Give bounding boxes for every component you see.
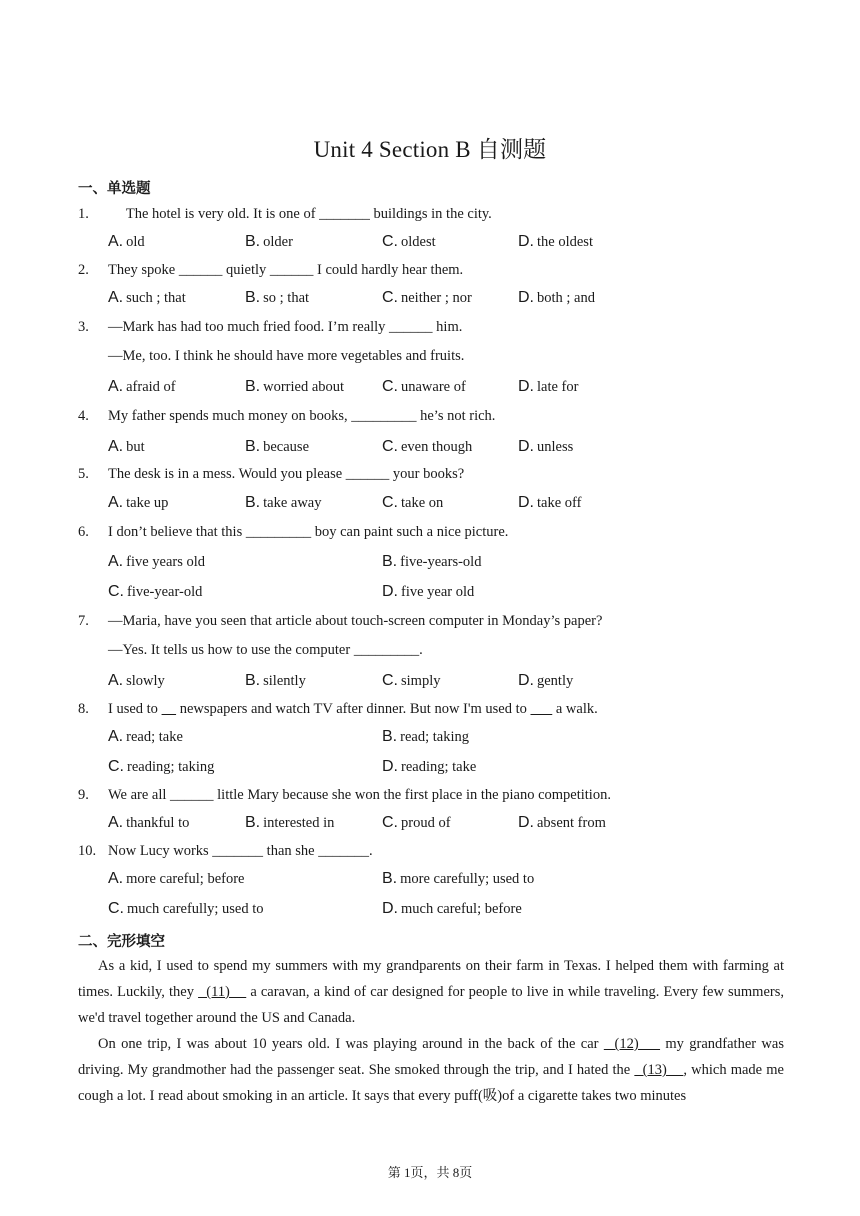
option-b: B. read; taking <box>382 728 469 745</box>
section-heading-cloze: 二、完形填空 <box>78 934 165 950</box>
option-a: A. five years old <box>108 553 206 570</box>
option-c: C. even though <box>382 438 473 455</box>
option-d: D. late for <box>518 378 579 395</box>
cloze-blank-11: (11) <box>198 984 247 1000</box>
option-c: C. simply <box>382 672 441 689</box>
question-number: 1. <box>78 206 89 222</box>
option-a: A. but <box>108 438 145 455</box>
question-text: The hotel is very old. It is one of _______ buildings in the city. <box>108 206 492 222</box>
option-d: D. both ; and <box>518 289 595 306</box>
answer-blank <box>162 701 177 717</box>
option-c: C. proud of <box>382 814 451 831</box>
option-d: D. absent from <box>518 814 606 831</box>
option-c: C. unaware of <box>382 378 466 395</box>
cloze-blank-12: (12) <box>603 1036 661 1052</box>
question-text: The desk is in a mess. Would you please ______ your books? <box>108 466 465 482</box>
option-d: D. take off <box>518 494 582 511</box>
answer-blank <box>531 701 553 717</box>
option-a: A. such ; that <box>108 289 186 306</box>
question-text: They spoke ______ quietly ______ I could hardly hear them. <box>108 262 464 278</box>
question-text: I don’t believe that this _________ boy can paint such a nice picture. <box>108 524 509 540</box>
question-number: 2. <box>78 262 89 278</box>
option-b: B. so ; that <box>245 289 310 306</box>
option-a: A. more careful; before <box>108 870 245 887</box>
option-c: C. five-year-old <box>108 583 203 600</box>
option-a: A. take up <box>108 494 169 511</box>
option-a: A. read; take <box>108 728 183 745</box>
question-text: —Maria, have you seen that article about touch-screen computer in Monday’s paper? <box>108 613 603 629</box>
question-number: 6. <box>78 524 89 540</box>
option-b: B. because <box>245 438 310 455</box>
question-text: My father spends much money on books, _________ he’s not rich. <box>108 408 496 424</box>
option-b: B. silently <box>245 672 306 689</box>
option-d: D. five year old <box>382 583 475 600</box>
cloze-passage <box>78 953 784 1109</box>
option-b: B. more carefully; used to <box>382 870 535 887</box>
option-c: C. much carefully; used to <box>108 900 264 917</box>
option-d: D. the oldest <box>518 233 593 250</box>
option-b: B. take away <box>245 494 322 511</box>
question-text: —Mark has had too much fried food. I’m really ______ him. <box>108 319 463 335</box>
question-number: 4. <box>78 408 89 424</box>
question-text-line2: —Yes. It tells us how to use the computer _________. <box>108 642 423 658</box>
option-a: A. old <box>108 233 145 250</box>
option-c: C. reading; taking <box>108 758 215 775</box>
question-text: Now Lucy works _______ than she _______. <box>108 843 373 859</box>
question-number: 10. <box>78 843 97 859</box>
cloze-blank-13: (13) <box>634 1062 684 1078</box>
option-b: B. interested in <box>245 814 335 831</box>
question-number: 8. <box>78 701 89 717</box>
option-d: D. much careful; before <box>382 900 522 917</box>
question-number: 9. <box>78 787 89 803</box>
option-d: D. gently <box>518 672 574 689</box>
question-number: 3. <box>78 319 89 335</box>
question-text-line2: —Me, too. I think he should have more vegetables and fruits. <box>108 348 465 364</box>
option-c: C. take on <box>382 494 444 511</box>
page-footer: 第 1页，共 8页 <box>387 1165 473 1180</box>
option-c: C. oldest <box>382 233 436 250</box>
section-heading-single-choice: 一、单选题 <box>78 181 151 197</box>
page-title: Unit 4 Section B 自测题 <box>313 137 547 162</box>
question-number: 7. <box>78 613 89 629</box>
question-text: We are all ______ little Mary because she won the first place in the piano competition. <box>108 787 611 803</box>
option-c: C. neither ; nor <box>382 289 472 306</box>
option-a: A. thankful to <box>108 814 190 831</box>
cloze-paragraph-1: As a kid, I used to spend my summers with my grandparents on their farm in Texas. I helped them with farming at times. Luckily, they (11) a caravan, a kind of car designed for people to live in while traveling. Every few summers, we'd travel together around the US and Canada. <box>78 958 784 1026</box>
option-a: A. afraid of <box>108 378 176 395</box>
option-b: B. worried about <box>245 378 345 395</box>
option-b: B. five-years-old <box>382 553 482 570</box>
question-number: 5. <box>78 466 89 482</box>
option-b: B. older <box>245 233 293 250</box>
option-a: A. slowly <box>108 672 165 689</box>
option-d: D. reading; take <box>382 758 477 775</box>
cloze-paragraph-2: On one trip, I was about 10 years old. I was playing around in the back of the car (12) my grandfather was driving. My grandmother had the passenger seat. She smoked through the trip, and I hated the (13) , which made me cough a lot. I read about smoking in an article. It says that every puff(吸)of a cigarette takes two minutes <box>78 1036 784 1104</box>
option-d: D. unless <box>518 438 574 455</box>
question-text: I used to newspapers and watch TV after dinner. But now I'm used to a walk. <box>108 701 598 717</box>
